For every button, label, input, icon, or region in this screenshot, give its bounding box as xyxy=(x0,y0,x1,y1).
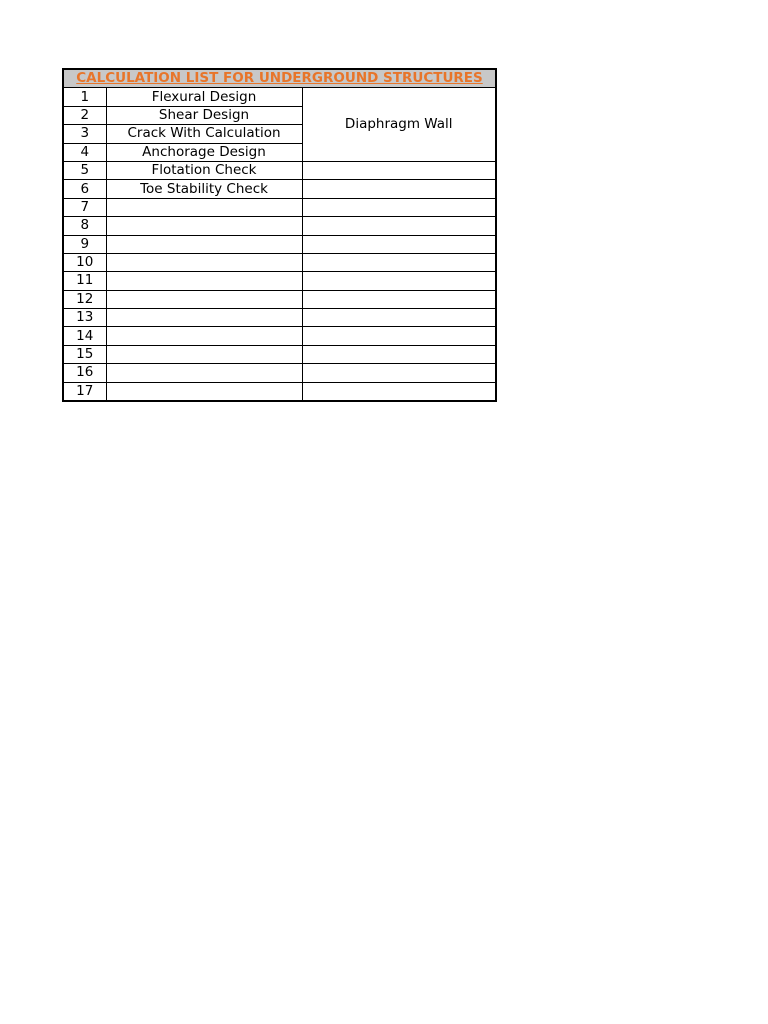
table-row xyxy=(64,327,495,345)
row-number-cell[interactable]: 3 xyxy=(64,125,106,143)
row-number-cell[interactable]: 16 xyxy=(64,364,106,382)
calculation-name-cell[interactable] xyxy=(106,198,302,216)
calculation-name-cell[interactable] xyxy=(106,327,302,345)
group-cell[interactable] xyxy=(302,327,495,345)
table-row xyxy=(64,272,495,290)
table-title: CALCULATION LIST FOR UNDERGROUND STRUCTURES xyxy=(64,70,495,88)
row-number-cell[interactable]: 10 xyxy=(64,253,106,271)
calculation-name-cell[interactable] xyxy=(106,382,302,400)
calculation-list-sheet xyxy=(62,68,497,402)
calculation-name-cell[interactable]: Flexural Design xyxy=(106,88,302,106)
table-row xyxy=(64,198,495,216)
table-row xyxy=(64,161,495,179)
group-cell[interactable] xyxy=(302,290,495,308)
group-cell[interactable] xyxy=(302,382,495,400)
group-cell[interactable] xyxy=(302,161,495,179)
group-cell[interactable] xyxy=(302,345,495,363)
row-number-cell[interactable]: 17 xyxy=(64,382,106,400)
row-number-cell[interactable]: 7 xyxy=(64,198,106,216)
row-number-cell[interactable]: 15 xyxy=(64,345,106,363)
calculation-name-cell[interactable] xyxy=(106,217,302,235)
group-cell[interactable] xyxy=(302,364,495,382)
calculation-name-cell[interactable] xyxy=(106,235,302,253)
group-cell[interactable] xyxy=(302,180,495,198)
group-cell[interactable] xyxy=(302,198,495,216)
table-row xyxy=(64,309,495,327)
row-number-cell[interactable]: 13 xyxy=(64,309,106,327)
table-row xyxy=(64,180,495,198)
group-cell[interactable] xyxy=(302,253,495,271)
group-cell[interactable] xyxy=(302,217,495,235)
calculation-name-cell[interactable]: Flotation Check xyxy=(106,161,302,179)
row-number-cell[interactable]: 2 xyxy=(64,106,106,124)
group-cell[interactable] xyxy=(302,272,495,290)
table-row xyxy=(64,364,495,382)
row-number-cell[interactable]: 5 xyxy=(64,161,106,179)
calculation-name-cell[interactable] xyxy=(106,345,302,363)
row-number-cell[interactable]: 12 xyxy=(64,290,106,308)
table-row xyxy=(64,382,495,400)
calculation-name-cell[interactable]: Crack With Calculation xyxy=(106,125,302,143)
calculation-name-cell[interactable] xyxy=(106,272,302,290)
row-number-cell[interactable]: 1 xyxy=(64,88,106,106)
table-row xyxy=(64,217,495,235)
group-cell[interactable] xyxy=(302,309,495,327)
row-number-cell[interactable]: 4 xyxy=(64,143,106,161)
calculation-name-cell[interactable] xyxy=(106,290,302,308)
table-row xyxy=(64,290,495,308)
calculation-name-cell[interactable]: Shear Design xyxy=(106,106,302,124)
row-number-cell[interactable]: 11 xyxy=(64,272,106,290)
group-label-cell[interactable]: Diaphragm Wall xyxy=(302,88,495,162)
calculation-name-cell[interactable]: Toe Stability Check xyxy=(106,180,302,198)
table-row xyxy=(64,253,495,271)
table-row xyxy=(64,235,495,253)
row-number-cell[interactable]: 9 xyxy=(64,235,106,253)
group-cell[interactable] xyxy=(302,235,495,253)
row-number-cell[interactable]: 6 xyxy=(64,180,106,198)
row-number-cell[interactable]: 14 xyxy=(64,327,106,345)
table-row xyxy=(64,88,495,106)
calculation-list-table xyxy=(64,70,495,400)
calculation-name-cell[interactable] xyxy=(106,364,302,382)
table-row xyxy=(64,345,495,363)
calculation-name-cell[interactable]: Anchorage Design xyxy=(106,143,302,161)
row-number-cell[interactable]: 8 xyxy=(64,217,106,235)
calculation-name-cell[interactable] xyxy=(106,253,302,271)
title-row xyxy=(64,70,495,88)
calculation-name-cell[interactable] xyxy=(106,309,302,327)
